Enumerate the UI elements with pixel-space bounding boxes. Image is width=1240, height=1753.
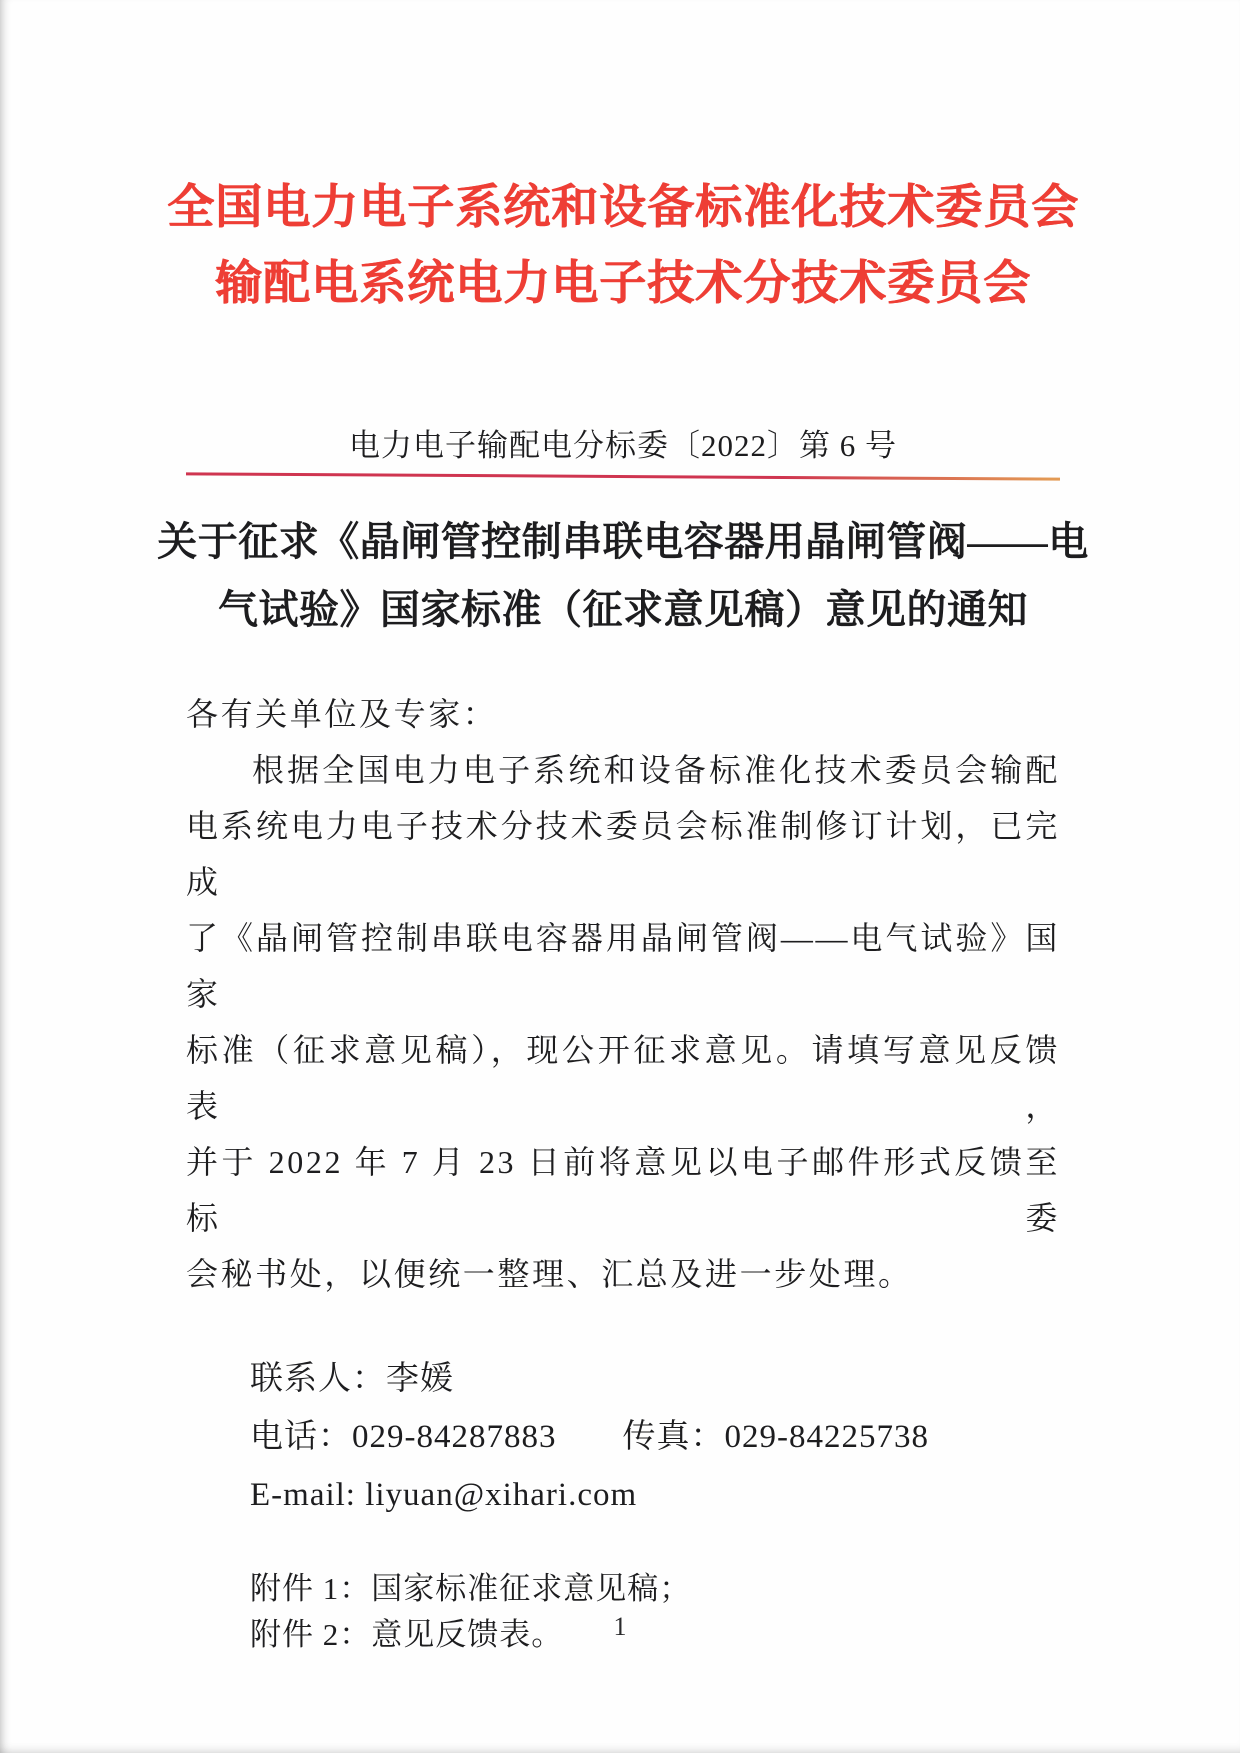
contact-phone-fax-row xyxy=(250,1408,1060,1466)
salutation: 各有关单位及专家： xyxy=(186,696,498,732)
contact-info xyxy=(250,1350,1060,1524)
attachment-item-2: 附件 2：意见反馈表。 xyxy=(250,1617,564,1652)
document-body xyxy=(186,686,1060,1302)
paragraph-line: 电系统电力电子技术分技术委员会标准制修订计划，已完成 xyxy=(186,808,1060,900)
attachment-item-1: 附件 1：国家标准征求意见稿； xyxy=(250,1571,692,1606)
paragraph-line: 根据全国电力电子系统和设备标准化技术委员会输配 xyxy=(252,752,1060,788)
doc-number: 电力电子输配电分标委〔2022〕第 6 号 xyxy=(349,428,897,463)
paragraph-line: 标准（征求意见稿），现公开征求意见。请填写意见反馈表， xyxy=(186,1032,1060,1124)
document-title-line-2: 气试验》国家标准（征求意见稿）意见的通知 xyxy=(218,587,1028,632)
contact-email: E-mail: liyuan@xihari.com xyxy=(250,1477,638,1513)
org-name-line-2: 输配电系统电力电子技术分技术委员会 xyxy=(215,258,1031,310)
document-header xyxy=(156,0,1090,322)
contact-person: 联系人：李媛 xyxy=(250,1361,454,1397)
header-divider-rule xyxy=(186,472,1060,480)
paragraph-line: 了《晶闸管控制串联电容器用晶闸管阀——电气试验》国家 xyxy=(186,920,1060,1012)
contact-phone: 电话：029-84287883 xyxy=(250,1419,557,1455)
paragraph-line: 并于 2022 年 7 月 23 日前将意见以电子邮件形式反馈至标委 xyxy=(186,1144,1060,1236)
page-number: 1 xyxy=(613,1612,627,1641)
document-title-line-1: 关于征求《晶闸管控制串联电容器用晶闸管阀——电 xyxy=(157,519,1089,564)
contact-fax: 传真：029-84225738 xyxy=(622,1419,929,1455)
document-title xyxy=(156,508,1090,644)
paragraph-line: 会秘书处，以便统一整理、汇总及进一步处理。 xyxy=(186,1256,913,1292)
org-name-line-1: 全国电力电子系统和设备标准化技术委员会 xyxy=(167,182,1079,234)
